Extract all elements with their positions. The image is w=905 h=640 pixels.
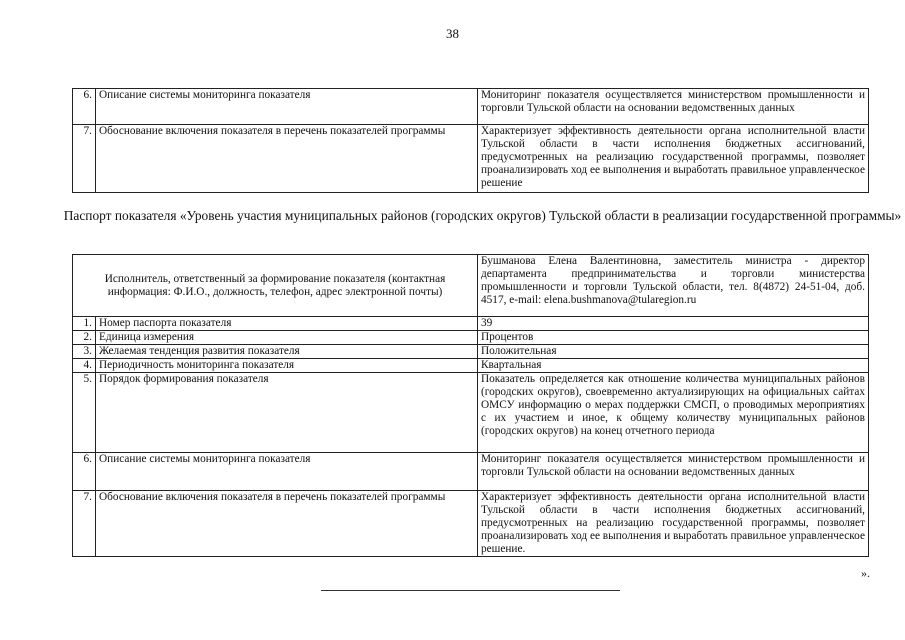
row-label: Обоснование включения показателя в перечень показателей программы bbox=[96, 125, 478, 193]
row-value: Положительная bbox=[478, 345, 869, 359]
executor-value: Бушманова Елена Валентиновна, заместитель министра - директор департамента предпринимательства и торговли министерства промышленности и торговли Тульской области, тел. 8(4872) 24-51-04, доб. 4517, e-mail: elena.bushmanova@tularegion.ru bbox=[478, 255, 869, 317]
row-number: 7. bbox=[73, 125, 96, 193]
row-value: Мониторинг показателя осуществляется министерством промышленности и торговли Тульской области на основании ведомственных данных bbox=[478, 453, 869, 491]
passport-title: Паспорт показателя «Уровень участия муниципальных районов (городских округов) Тульской области в реализации государственной программы» bbox=[63, 208, 902, 223]
passport-table bbox=[72, 254, 869, 557]
row-value: Мониторинг показателя осуществляется министерством промышленности и торговли Тульской области на основании ведомственных данных bbox=[478, 89, 869, 125]
row-value: Характеризует эффективность деятельности органа исполнительной власти Тульской области в части исполнения бюджетных ассигнований, предусмотренных на реализацию государственной программы, позволяет проанализировать ход ее выполнения и выработать правильное управленческое решение bbox=[478, 125, 869, 193]
row-number: 5. bbox=[73, 373, 96, 453]
table-row bbox=[73, 491, 869, 557]
row-label: Периодичность мониторинга показателя bbox=[96, 359, 478, 373]
row-number: 6. bbox=[73, 89, 96, 125]
row-label: Номер паспорта показателя bbox=[96, 317, 478, 331]
executor-label: Исполнитель, ответственный за формирование показателя (контактная информация: Ф.И.О., должность, телефон, адрес электронной почты) bbox=[73, 255, 478, 317]
row-label: Единица измерения bbox=[96, 331, 478, 345]
row-value: Характеризует эффективность деятельности органа исполнительной власти Тульской области в части исполнения бюджетных ассигнований, предусмотренных на реализацию государственной программы, позволяет проанализировать ход ее выполнения и выработать правильное управленческое решение. bbox=[478, 491, 869, 557]
table-row bbox=[73, 453, 869, 491]
closing-quote-mark: ». bbox=[861, 566, 870, 580]
table-row bbox=[73, 89, 869, 125]
row-value: 39 bbox=[478, 317, 869, 331]
row-value: Процентов bbox=[478, 331, 869, 345]
row-label: Обоснование включения показателя в перечень показателей программы bbox=[96, 491, 478, 557]
indicator-table-continued bbox=[72, 88, 869, 193]
row-label: Порядок формирования показателя bbox=[96, 373, 478, 453]
row-label: Желаемая тенденция развития показателя bbox=[96, 345, 478, 359]
row-number: 4. bbox=[73, 359, 96, 373]
row-label: Описание системы мониторинга показателя bbox=[96, 453, 478, 491]
executor-row bbox=[73, 255, 869, 317]
footer-divider bbox=[321, 590, 620, 591]
table-row bbox=[73, 125, 869, 193]
row-number: 1. bbox=[73, 317, 96, 331]
page-number: 38 bbox=[446, 26, 459, 41]
table-row bbox=[73, 359, 869, 373]
table-row bbox=[73, 373, 869, 453]
row-number: 7. bbox=[73, 491, 96, 557]
row-number: 6. bbox=[73, 453, 96, 491]
table-row bbox=[73, 345, 869, 359]
row-value: Показатель определяется как отношение количества муниципальных районов (городских округов), своевременно актуализирующих на официальных сайтах ОМСУ информацию о мерах поддержки СМСП, о проводимых мероприятиях с их участием и иное, к общему количеству муниципальных районов (городских округов) на конец отчетного периода bbox=[478, 373, 869, 453]
row-label: Описание системы мониторинга показателя bbox=[96, 89, 478, 125]
row-value: Квартальная bbox=[478, 359, 869, 373]
row-number: 2. bbox=[73, 331, 96, 345]
row-number: 3. bbox=[73, 345, 96, 359]
table-row bbox=[73, 331, 869, 345]
table-row bbox=[73, 317, 869, 331]
